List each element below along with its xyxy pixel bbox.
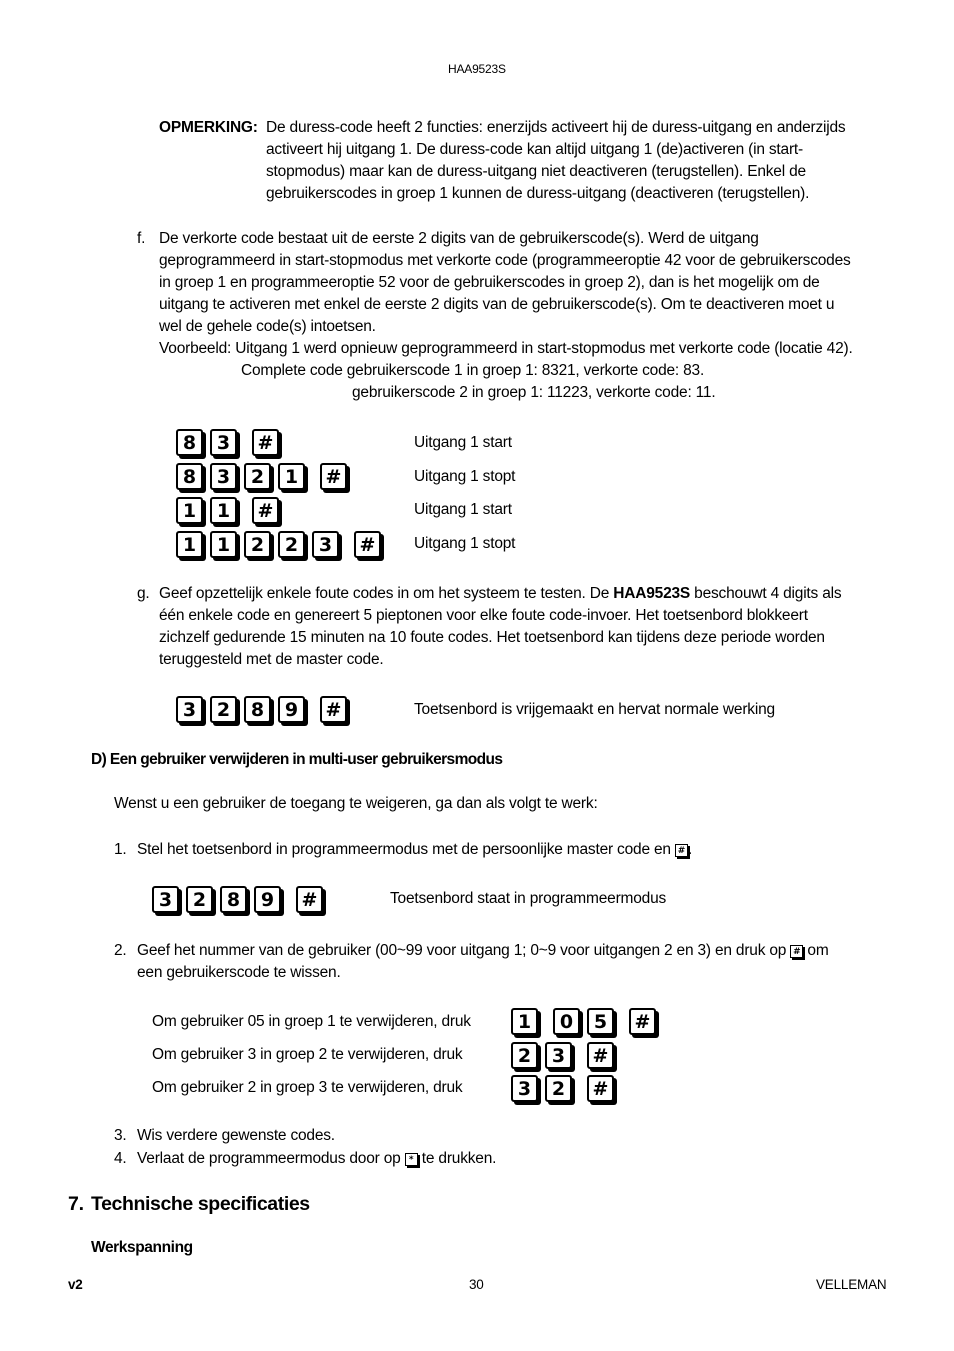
keypad-key: 2: [511, 1042, 538, 1069]
keypad-key: 3: [511, 1075, 538, 1102]
footer-brand: VELLEMAN: [816, 1277, 887, 1292]
page-header-model: HAA9523S: [448, 62, 506, 76]
star-key-icon: *: [405, 1153, 418, 1166]
section-title: Technische specificaties: [91, 1193, 310, 1215]
keypad-key-hash: #: [252, 429, 279, 456]
paragraph-line: Voorbeeld: Uitgang 1 werd opnieuw geprogrammeerd in start-stopmodus met verkorte code (locatie 42).: [159, 340, 853, 357]
footer-page-number: 30: [469, 1277, 484, 1292]
paragraph-line: zichzelf gedurende 15 minuten na 10 foute codes. Het toetsenbord kan tijdens deze periode worden: [159, 629, 825, 646]
step-number: 3.: [114, 1127, 127, 1144]
section-heading: D) Een gebruiker verwijderen in multi-user gebruikersmodus: [91, 751, 503, 768]
keypad-key-hash: #: [354, 531, 381, 558]
step-text: een gebruikerscode te wissen.: [137, 964, 341, 981]
text-run: Verlaat de programmeermodus door op: [137, 1150, 401, 1167]
step-text: [137, 1148, 496, 1170]
step-text: Wis verdere gewenste codes.: [137, 1127, 335, 1144]
keypad-key: 8: [176, 429, 203, 456]
step-text: [137, 839, 692, 861]
keypad-sequence: [176, 429, 286, 456]
list-marker: g.: [137, 585, 150, 602]
keypad-key: 9: [278, 696, 305, 723]
product-model: HAA9523S: [613, 585, 691, 602]
keypad-key: 8: [176, 463, 203, 490]
intro-text: Wenst u een gebruiker de toegang te weigeren, ga dan als volgt te werk:: [114, 795, 598, 812]
remark-line: gebruikerscodes in groep 1 kunnen de duress-uitgang (deactiveren (terugstellen).: [266, 185, 810, 202]
keypad-key: 3: [152, 886, 179, 913]
keypad-key: 8: [220, 886, 247, 913]
step-text: [137, 940, 829, 962]
sequence-label: Uitgang 1 stopt: [414, 468, 516, 485]
sequence-label: Uitgang 1 start: [414, 434, 512, 451]
keypad-key-hash: #: [587, 1042, 614, 1069]
example-label: Om gebruiker 05 in groep 1 te verwijderen, druk: [152, 1013, 471, 1030]
remark-line: activeert hij uitgang 1. De duress-code kan altijd uitgang 1 (de)activeren (in start-: [266, 141, 803, 158]
remark-line: De duress-code heeft 2 functies: enerzijds activeert hij de duress-uitgang en anderzijds: [266, 119, 846, 136]
keypad-key-hash: #: [629, 1008, 656, 1035]
keypad-key: 3: [176, 696, 203, 723]
hash-key-icon: #: [790, 945, 803, 958]
text-run: Geef het nummer van de gebruiker (00~99 voor uitgang 1; 0~9 voor uitgangen 2 en 3) en druk op: [137, 942, 787, 959]
text-run: om: [807, 942, 829, 959]
step-number: 2.: [114, 942, 127, 959]
keypad-key: 1: [511, 1008, 538, 1035]
step-number: 1.: [114, 841, 127, 858]
keypad-sequence: [176, 497, 286, 524]
paragraph-line: uitgang te activeren met enkel de eerste 2 digits van de gebruikerscode(s). Om te deactiveren moet u: [159, 296, 835, 313]
keypad-key: 0: [553, 1008, 580, 1035]
text-run: Stel het toetsenbord in programmeermodus met de persoonlijke master code en: [137, 841, 671, 858]
example-label: Om gebruiker 3 in groep 2 te verwijderen, druk: [152, 1046, 463, 1063]
hash-key-icon: #: [675, 844, 688, 857]
remark-line: stopmodus) maar kan de duress-uitgang niet deactiveren (terugstellen). Enkel de: [266, 163, 806, 180]
paragraph-line: geprogrammeerd in start-stopmodus met verkorte code (programmeeroptie 42 voor de gebruikerscodes: [159, 252, 851, 269]
paragraph-line: Complete code gebruikerscode 1 in groep 1: 8321, verkorte code: 83.: [241, 362, 705, 379]
keypad-key: 2: [210, 696, 237, 723]
keypad-sequence: [176, 463, 354, 490]
paragraph-line: [159, 583, 841, 605]
sequence-label: Toetsenbord is vrijgemaakt en hervat normale werking: [414, 701, 775, 718]
keypad-key-hash: #: [252, 497, 279, 524]
paragraph-line: één enkele code en genereert 5 pieptonen voor elke foute code-invoer. Het toetsenbord blokkeert: [159, 607, 808, 624]
section-number: 7.: [68, 1193, 84, 1215]
text-run: te drukken.: [421, 1150, 497, 1167]
paragraph-line: in groep 1 en programmeeroptie 52 voor de gebruikerscodes in groep 2), dan is het mogelijk om de: [159, 274, 820, 291]
keypad-key: 2: [545, 1075, 572, 1102]
list-marker: f.: [137, 230, 146, 247]
paragraph-line: teruggesteld met de master code.: [159, 651, 384, 668]
keypad-sequence: [511, 1042, 621, 1069]
keypad-key-hash: #: [320, 463, 347, 490]
keypad-key: 2: [244, 531, 271, 558]
keypad-key: 1: [278, 463, 305, 490]
text-run: .: [687, 841, 693, 858]
keypad-key: 3: [545, 1042, 572, 1069]
keypad-sequence: [152, 886, 330, 913]
keypad-key: 3: [210, 429, 237, 456]
step-number: 4.: [114, 1150, 127, 1167]
keypad-key-hash: #: [587, 1075, 614, 1102]
keypad-key-hash: #: [296, 886, 323, 913]
subsection-title: Werkspanning: [91, 1239, 193, 1256]
keypad-key: 5: [587, 1008, 614, 1035]
keypad-key: 2: [244, 463, 271, 490]
keypad-key: 3: [312, 531, 339, 558]
sequence-label: Toetsenbord staat in programmeermodus: [390, 890, 667, 907]
keypad-key: 1: [210, 531, 237, 558]
example-label: Om gebruiker 2 in groep 3 te verwijderen, druk: [152, 1079, 463, 1096]
keypad-sequence: [176, 531, 388, 558]
sequence-label: Uitgang 1 stopt: [414, 535, 516, 552]
keypad-key: 2: [186, 886, 213, 913]
sequence-label: Uitgang 1 start: [414, 501, 512, 518]
keypad-sequence: [176, 696, 354, 723]
paragraph-line: wel de gehele code(s) intoetsen.: [159, 318, 376, 335]
keypad-key: 3: [210, 463, 237, 490]
keypad-key: 2: [278, 531, 305, 558]
text-run: Geef opzettelijk enkele foute codes in om het systeem te testen. De: [159, 585, 614, 602]
keypad-sequence: [511, 1008, 663, 1035]
keypad-key: 1: [176, 531, 203, 558]
keypad-key: 1: [210, 497, 237, 524]
paragraph-line: gebruikerscode 2 in groep 1: 11223, verkorte code: 11.: [352, 384, 716, 401]
keypad-sequence: [511, 1075, 621, 1102]
remark-label: OPMERKING:: [159, 119, 258, 136]
keypad-key: 8: [244, 696, 271, 723]
keypad-key-hash: #: [320, 696, 347, 723]
text-run: beschouwt 4 digits als: [690, 585, 842, 602]
footer-version: v2: [68, 1277, 83, 1292]
keypad-key: 1: [176, 497, 203, 524]
keypad-key: 9: [254, 886, 281, 913]
paragraph-line: De verkorte code bestaat uit de eerste 2 digits van de gebruikerscode(s). Werd de uitgang: [159, 230, 759, 247]
